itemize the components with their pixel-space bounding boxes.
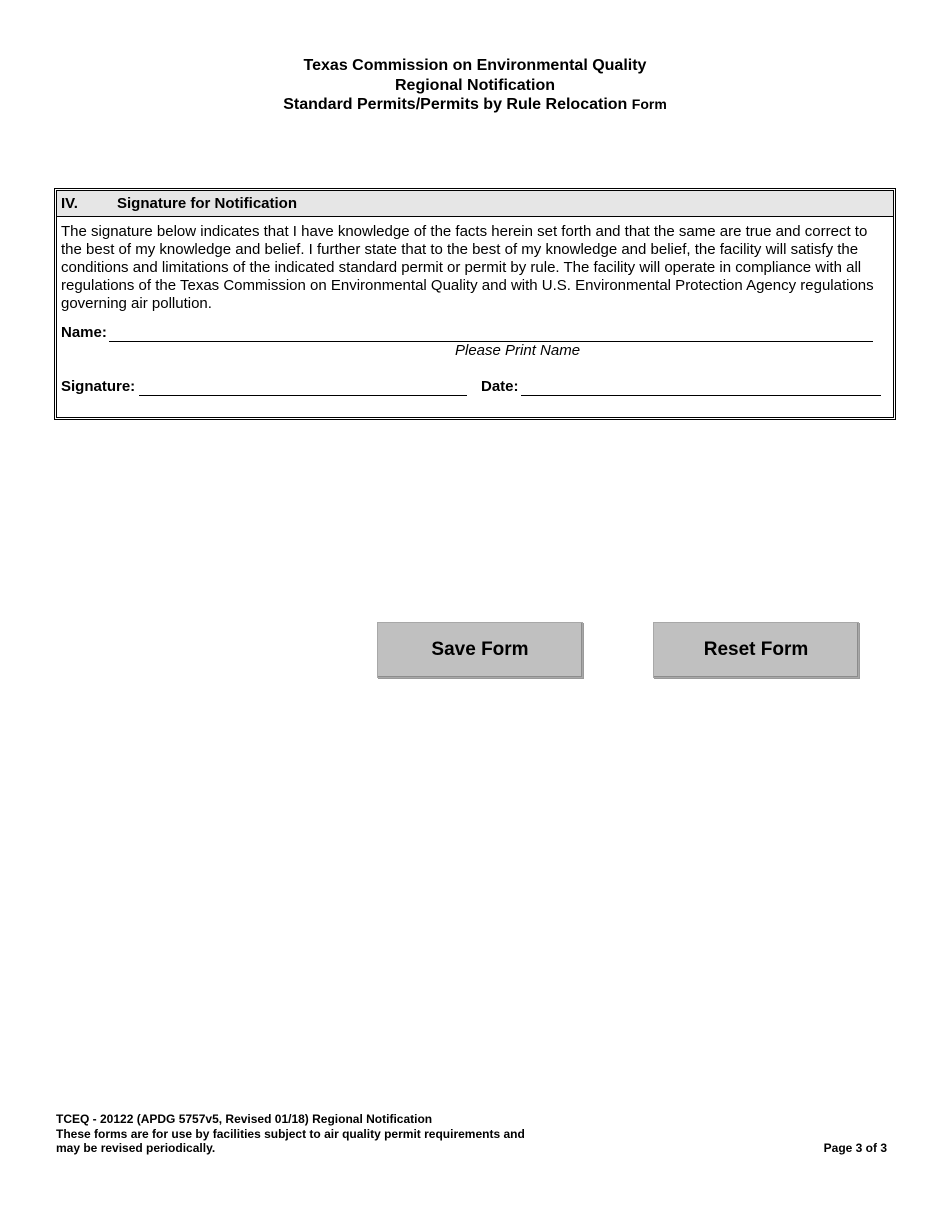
form-subtitle: Regional Notification: [395, 76, 555, 94]
name-hint: Please Print Name: [455, 342, 581, 359]
footer-note-1: These forms are for use by facilities subject to air quality permit requirements and: [56, 1126, 525, 1141]
form-id: TCEQ - 20122 (APDG 5757v5, Revised 01/18) Regional Notification: [56, 1112, 433, 1126]
section-header: [57, 191, 893, 217]
form-footer: [56, 1112, 525, 1156]
footer-note-2: may be revised periodically.: [56, 1141, 216, 1155]
name-field[interactable]: [109, 325, 873, 342]
date-field[interactable]: [521, 379, 881, 396]
reset-form-button[interactable]: Reset Form: [653, 622, 859, 678]
name-label: Name:: [61, 324, 107, 341]
form-title-suffix: Form: [631, 96, 667, 112]
form-title: [0, 95, 950, 115]
form-title-main: Standard Permits/Permits by Rule Relocation: [283, 96, 628, 113]
agency-title: Texas Commission on Environmental Quality: [303, 57, 647, 74]
certification-statement: The signature below indicates that I have knowledge of the facts herein set forth and that the same are true and correct to the best of my knowledge and belief. I further state that to the best of my knowledge and belief, the facility will satisfy the conditions and limitations of the indicated standard permit or permit by rule. The facility will operate in compliance with all regulations of the Texas Commission on Environmental Quality and with U.S. Environmental Protection Agency regulations governing air pollution.: [61, 223, 874, 312]
save-form-button[interactable]: Save Form: [377, 622, 583, 678]
page-number: Page 3 of 3: [823, 1141, 887, 1155]
signature-section: [54, 188, 896, 420]
signature-label: Signature:: [61, 378, 136, 395]
date-label: Date:: [481, 378, 519, 395]
signature-field[interactable]: [139, 379, 467, 396]
document-header: [0, 56, 950, 115]
section-title: Signature for Notification: [117, 195, 297, 212]
section-number: IV.: [61, 195, 78, 212]
